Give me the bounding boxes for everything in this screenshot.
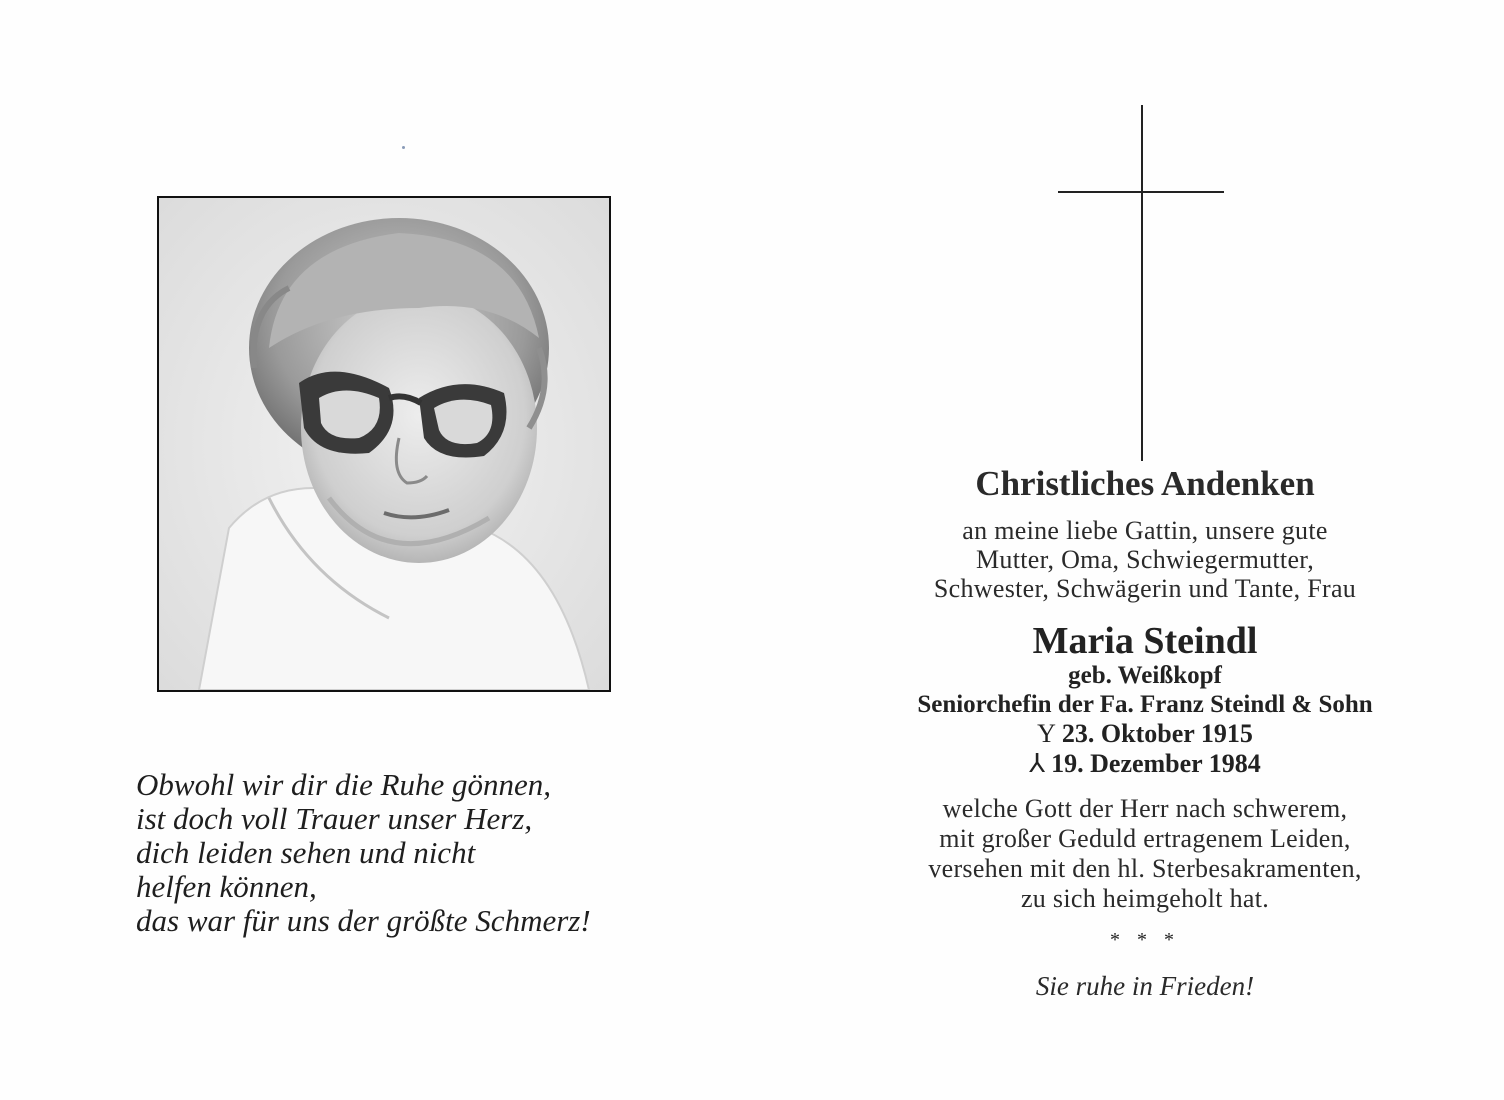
star-divider: * * * — [1110, 929, 1180, 951]
closing-line: versehen mit den hl. Sterbesakramenten, — [928, 854, 1362, 883]
dedication-text — [880, 516, 1410, 603]
farewell-text: Sie ruhe in Frieden! — [1035, 971, 1255, 1001]
card-heading: Christliches Andenken — [975, 464, 1315, 503]
deceased-name: Maria Steindl — [1032, 620, 1258, 662]
closing-line: mit großer Geduld ertragenem Leiden, — [939, 824, 1351, 853]
dedication-line: Mutter, Oma, Schwiegermutter, — [975, 545, 1315, 574]
dedication-line: Schwester, Schwägerin und Tante, Frau — [933, 574, 1357, 603]
closing-text — [880, 794, 1410, 914]
closing-line: zu sich heimgeholt hat. — [1020, 884, 1270, 913]
portrait-photo — [157, 196, 611, 692]
cross-icon-vertical — [1141, 105, 1143, 461]
birth-date: 23. Oktober 1915 — [1061, 719, 1253, 748]
company-title: Seniorchefin der Fa. Franz Steindl & Sohn — [917, 691, 1373, 718]
memorial-poem — [136, 768, 696, 938]
cross-icon-horizontal — [1058, 191, 1224, 193]
poem-line: dich leiden sehen und nicht — [136, 835, 476, 870]
closing-line: welche Gott der Herr nach schwerem, — [942, 794, 1348, 823]
death-date: 19. Dezember 1984 — [1051, 749, 1261, 778]
maiden-name: geb. Weißkopf — [1068, 662, 1222, 689]
poem-line: das war für uns der größte Schmerz! — [136, 903, 591, 938]
birth-date-line — [880, 719, 1410, 749]
poem-line: Obwohl wir dir die Ruhe gönnen, — [136, 767, 552, 802]
death-icon: ⅄ — [1029, 749, 1046, 778]
poem-line: helfen können, — [136, 869, 317, 904]
poem-line: ist doch voll Trauer unser Herz, — [136, 801, 533, 836]
portrait-illustration — [159, 198, 609, 690]
birth-icon: Y — [1037, 719, 1056, 748]
death-date-line — [880, 749, 1410, 779]
dedication-line: an meine liebe Gattin, unsere gute — [962, 516, 1328, 545]
paper-speck — [402, 146, 405, 149]
